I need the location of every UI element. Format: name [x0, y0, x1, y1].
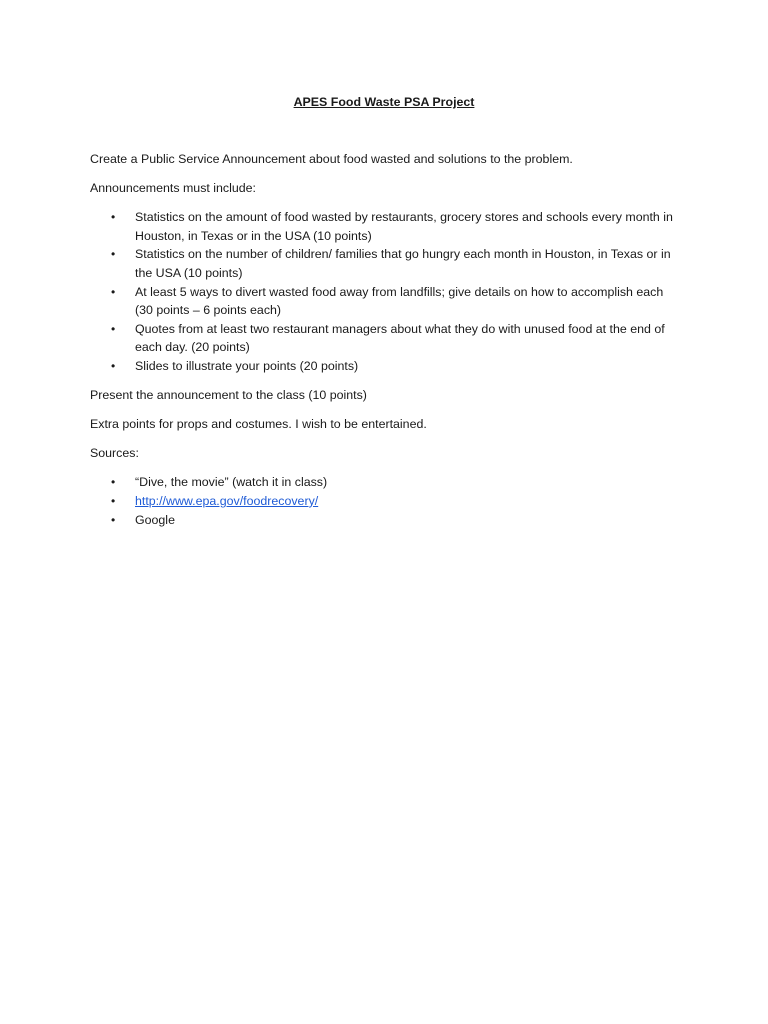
- source-item-google: [90, 511, 680, 530]
- list-item: [90, 320, 680, 357]
- present-paragraph: Present the announcement to the class (10 points): [90, 388, 367, 403]
- intro-paragraph: Create a Public Service Announcement about food wasted and solutions to the problem.: [90, 152, 573, 166]
- requirements-list: [90, 208, 680, 375]
- list-item: [90, 283, 680, 320]
- bullet-icon: •: [111, 210, 116, 225]
- epa-food-recovery-link[interactable]: http://www.epa.gov/foodrecovery/: [135, 493, 319, 508]
- list-item-text: Quotes from at least two restaurant managers about what they do with unused food at the end of each day. (20 points): [135, 321, 665, 355]
- bullet-icon: •: [111, 358, 116, 373]
- bullet-icon: •: [111, 284, 116, 299]
- list-item-text: At least 5 ways to divert wasted food away from landfills; give details on how to accomplish each (30 points – 6 points each): [135, 284, 664, 318]
- source-google-text: Google: [135, 512, 175, 527]
- bullet-icon: •: [111, 493, 116, 508]
- requirements-heading: Announcements must include:: [90, 181, 256, 196]
- document-title: APES Food Waste PSA Project: [293, 95, 475, 109]
- bullet-icon: •: [111, 512, 116, 527]
- source-item-movie: [90, 473, 680, 492]
- source-item-link: [90, 492, 680, 511]
- document-body: [90, 150, 680, 540]
- bullet-icon: •: [111, 247, 116, 262]
- extra-points-paragraph: Extra points for props and costumes. I wish to be entertained.: [90, 417, 427, 432]
- source-movie-text: “Dive, the movie” (watch it in class): [135, 475, 328, 490]
- sources-list: [90, 473, 680, 529]
- sources-heading: Sources:: [90, 446, 139, 461]
- list-item-text: Statistics on the amount of food wasted by restaurants, grocery stores and schools every month in Houston, in Texas or in the USA (10 points): [135, 210, 673, 243]
- list-item: [90, 208, 680, 245]
- bullet-icon: •: [111, 475, 116, 490]
- list-item: [90, 245, 680, 282]
- bullet-icon: •: [111, 321, 116, 336]
- list-item-text: Statistics on the number of children/ families that go hungry each month in Houston, in Texas or in the USA (10 points): [135, 247, 671, 280]
- list-item-text: Slides to illustrate your points (20 points): [135, 358, 359, 373]
- list-item: [90, 357, 680, 376]
